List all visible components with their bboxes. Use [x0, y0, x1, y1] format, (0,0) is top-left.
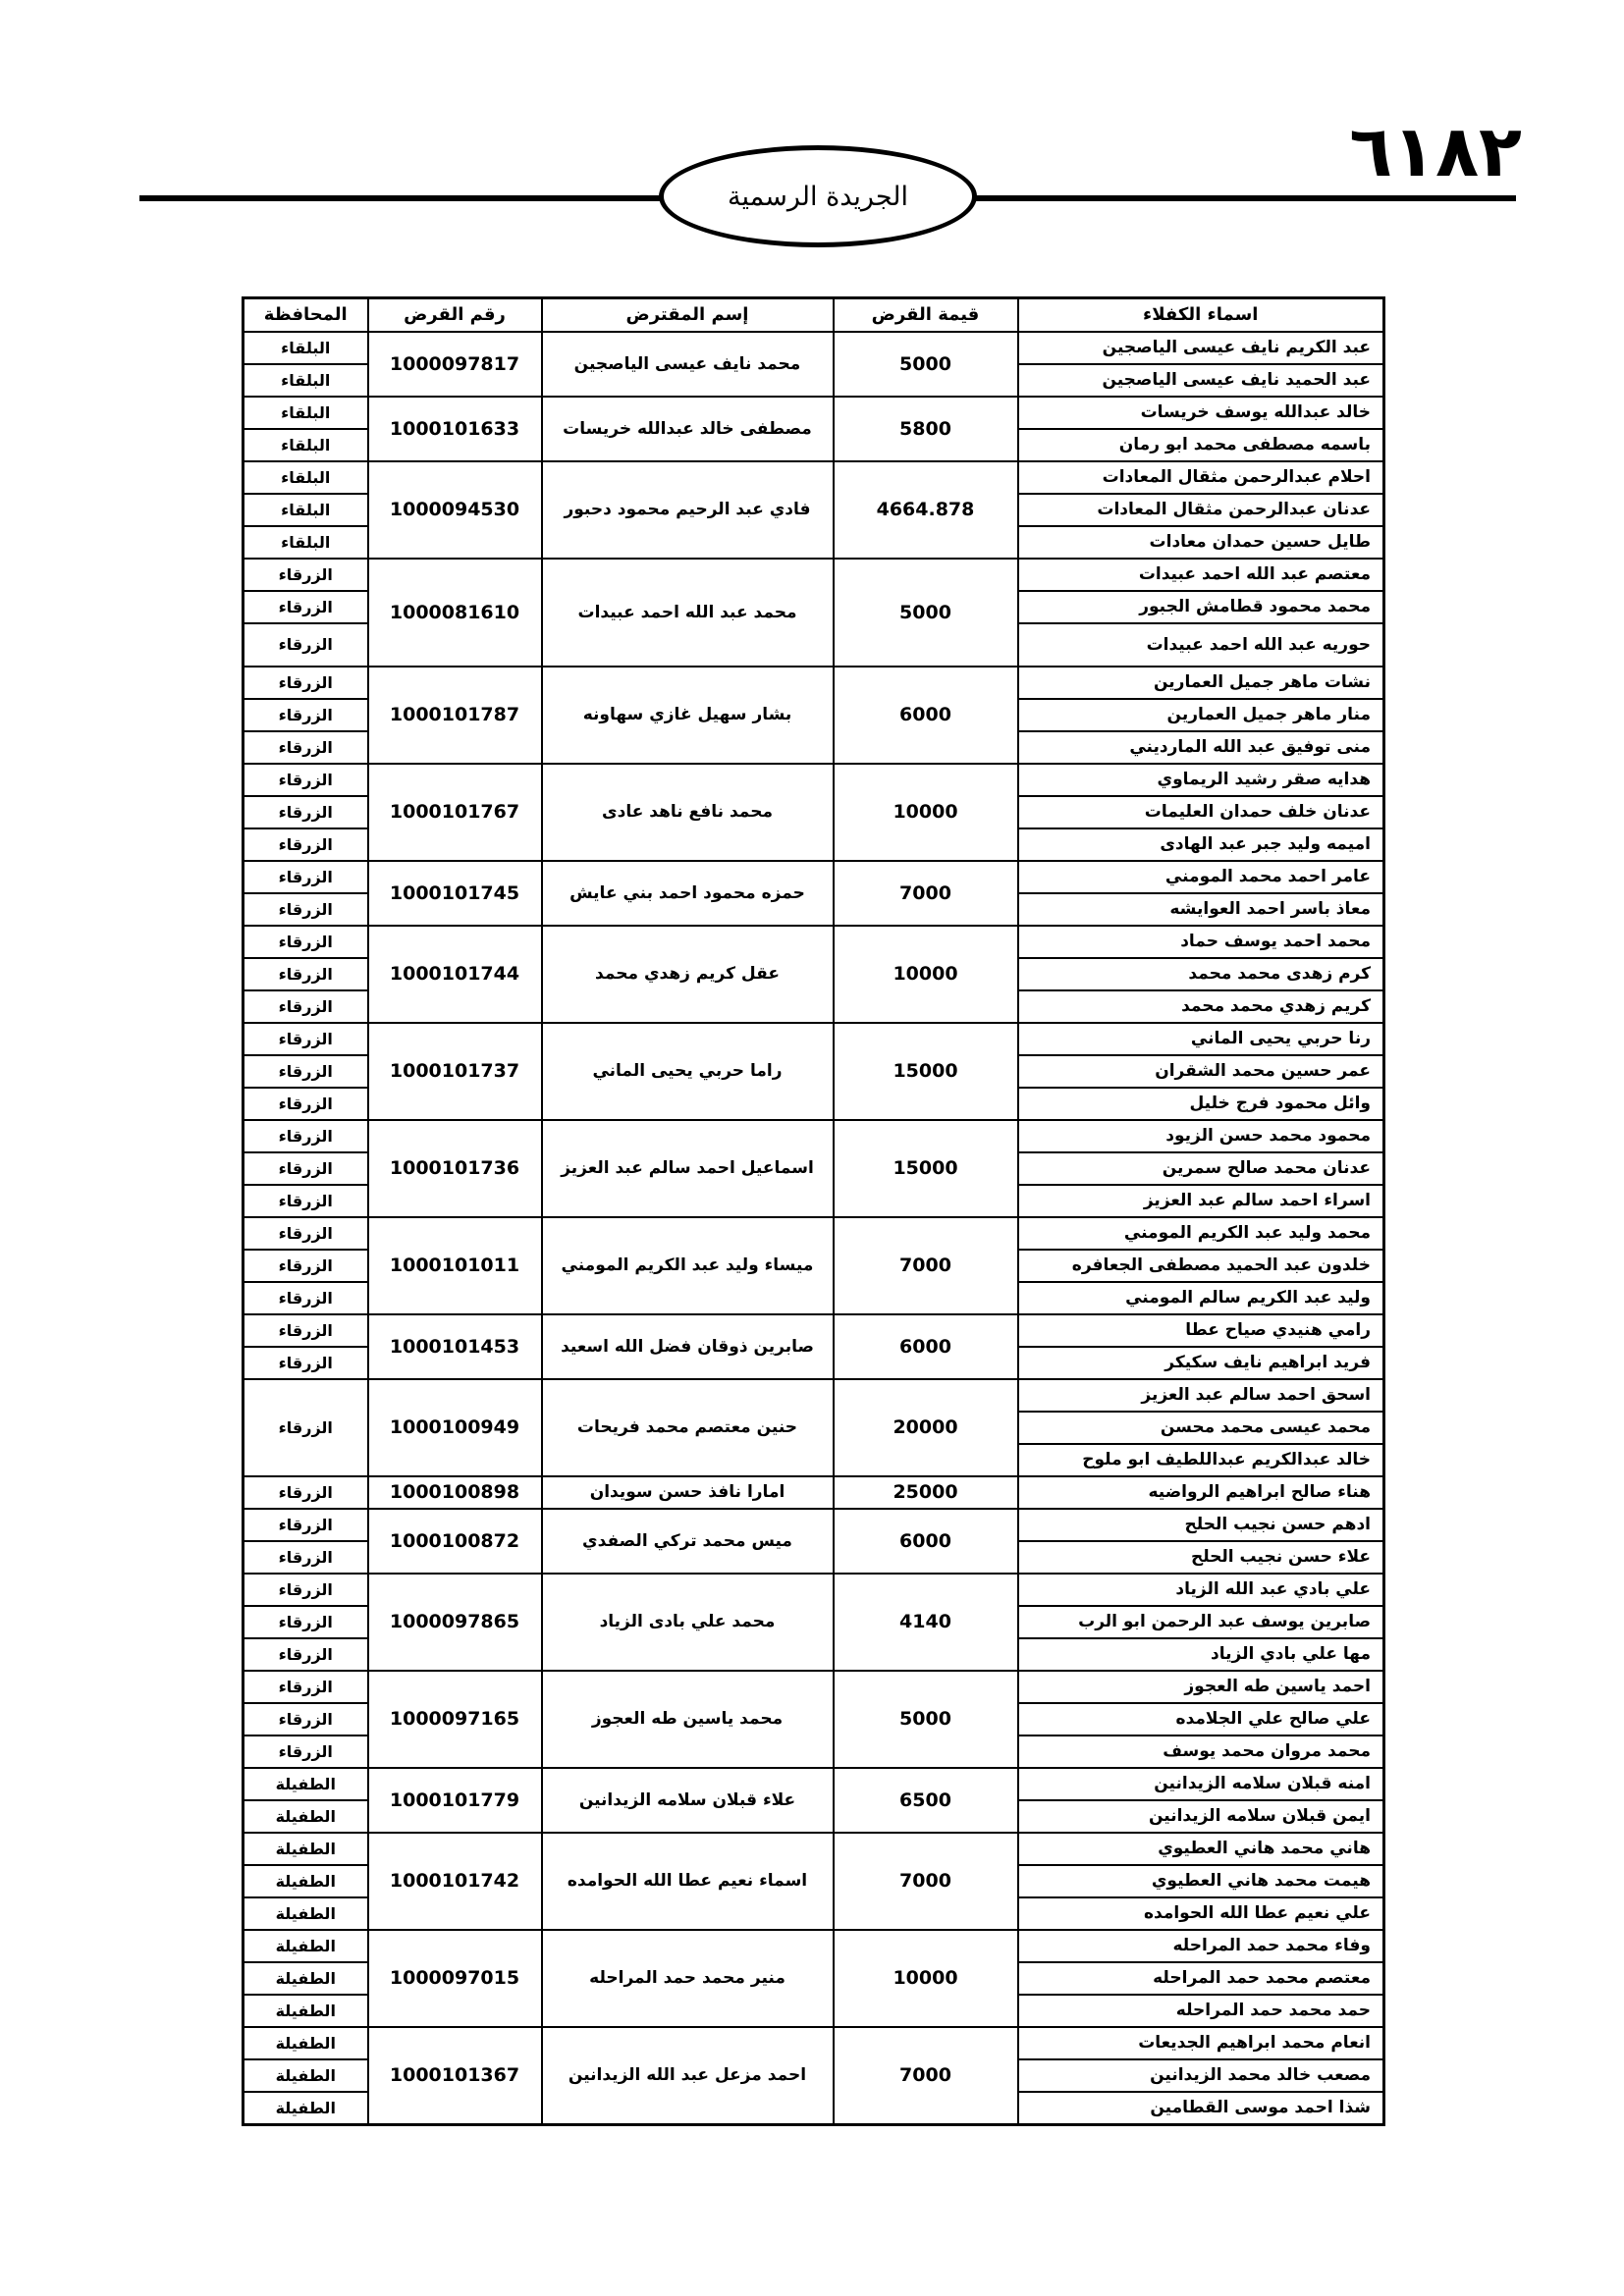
governorate: الزرقاء — [244, 699, 368, 731]
loan-amount: 6000 — [834, 1509, 1018, 1574]
guarantor-name: اسراء احمد سالم عبد العزيز — [1018, 1185, 1384, 1217]
loan-number: 1000081610 — [368, 559, 542, 667]
guarantor-name: شذا احمد موسى القطامين — [1018, 2092, 1384, 2125]
borrower-name: علاء قبلان سلامه الزيدانين — [542, 1768, 834, 1833]
loan-amount: 6000 — [834, 1314, 1018, 1379]
governorate: البلقاء — [244, 429, 368, 461]
table-row — [244, 1217, 1384, 1250]
guarantor-name: طايل حسين حمدان معادات — [1018, 526, 1384, 559]
guarantor-name: معتصم محمد حمد المراحله — [1018, 1962, 1384, 1995]
loan-number: 1000100872 — [368, 1509, 542, 1574]
guarantor-name: عبد الحميد نايف عيسى الياصجين — [1018, 364, 1384, 397]
governorate: الزرقاء — [244, 861, 368, 893]
table-row — [244, 1768, 1384, 1800]
borrower-name: بشار سهيل غازي سهاونه — [542, 667, 834, 764]
guarantor-name: انعام محمد ابراهيم الجديعات — [1018, 2027, 1384, 2059]
loan-amount: 7000 — [834, 1833, 1018, 1930]
loan-amount: 15000 — [834, 1023, 1018, 1120]
loan-amount: 15000 — [834, 1120, 1018, 1217]
table-row — [244, 461, 1384, 494]
guarantor-name: احلام عبدالرحمن مثقال المعادات — [1018, 461, 1384, 494]
borrower-name: ميساء وليد عبد الكريم المومني — [542, 1217, 834, 1314]
guarantor-name: امنه قبلان سلامه الزيدانين — [1018, 1768, 1384, 1800]
guarantor-name: محمد مروان محمد يوسف — [1018, 1735, 1384, 1768]
loan-number: 1000097865 — [368, 1574, 542, 1671]
borrower-name: محمد نايف عيسى الياصجين — [542, 332, 834, 397]
guarantor-name: علي صالح علي الجلامده — [1018, 1703, 1384, 1735]
guarantor-name: هيمت محمد هاني العطيوي — [1018, 1865, 1384, 1897]
loans-table-body — [244, 332, 1384, 2125]
guarantor-name: عدنان عبدالرحمن مثقال المعادات — [1018, 494, 1384, 526]
guarantor-name: علي بادي عبد الله الزياد — [1018, 1574, 1384, 1606]
governorate: الزرقاء — [244, 1574, 368, 1606]
governorate: الزرقاء — [244, 1606, 368, 1638]
governorate: الطفيلة — [244, 1865, 368, 1897]
loan-amount: 5000 — [834, 332, 1018, 397]
loan-number: 1000101011 — [368, 1217, 542, 1314]
governorate: الزرقاء — [244, 1638, 368, 1671]
table-row — [244, 667, 1384, 699]
guarantor-name: محمد احمد يوسف حماد — [1018, 926, 1384, 958]
borrower-name: منير محمد حمد المراحله — [542, 1930, 834, 2027]
governorate: الزرقاء — [244, 1152, 368, 1185]
guarantor-name: عمر حسين محمد الشقران — [1018, 1055, 1384, 1088]
governorate: البلقاء — [244, 526, 368, 559]
guarantor-name: ايمن قبلان سلامه الزيدانين — [1018, 1800, 1384, 1833]
guarantor-name: رامي هنيدي صياح عطا — [1018, 1314, 1384, 1347]
borrower-name: مصطفى خالد عبدالله خريسات — [542, 397, 834, 461]
borrower-name: امارا نافذ حسن سويدان — [542, 1476, 834, 1509]
header-title-oval — [659, 145, 977, 247]
guarantor-name: معتصم عبد الله احمد عبيدات — [1018, 559, 1384, 591]
governorate: الزرقاء — [244, 926, 368, 958]
guarantor-name: احمد ياسين طه العجوز — [1018, 1671, 1384, 1703]
header-loan-number: رقم القرض — [368, 298, 542, 333]
governorate: الزرقاء — [244, 1055, 368, 1088]
governorate: الزرقاء — [244, 1735, 368, 1768]
table-row — [244, 926, 1384, 958]
borrower-name: احمد مزعل عبد الله الزيدانين — [542, 2027, 834, 2125]
guarantor-name: علي نعيم عطا الله الحوامده — [1018, 1897, 1384, 1930]
guarantor-name: منار ماهر جميل العمارين — [1018, 699, 1384, 731]
loan-number: 1000101745 — [368, 861, 542, 926]
guarantor-name: معاذ باسر احمد العوايشه — [1018, 893, 1384, 926]
guarantor-name: كرم زهدى محمد محمد — [1018, 958, 1384, 990]
loan-number: 1000097015 — [368, 1930, 542, 2027]
guarantor-name: نشات ماهر جميل العمارين — [1018, 667, 1384, 699]
governorate: الزرقاء — [244, 958, 368, 990]
table-row — [244, 1379, 1384, 1412]
loan-number: 1000101736 — [368, 1120, 542, 1217]
loan-amount: 5800 — [834, 397, 1018, 461]
guarantor-name: هدايه صقر رشيد الريماوي — [1018, 764, 1384, 796]
guarantor-name: هناء صالح ابراهيم الرواضيه — [1018, 1476, 1384, 1509]
guarantor-name: هاني محمد هاني العطيوي — [1018, 1833, 1384, 1865]
governorate: الطفيلة — [244, 2027, 368, 2059]
table-row — [244, 764, 1384, 796]
guarantor-name: محمود محمد حسن الزيود — [1018, 1120, 1384, 1152]
governorate: الزرقاء — [244, 1379, 368, 1476]
loan-amount: 4140 — [834, 1574, 1018, 1671]
borrower-name: فادي عبد الرحيم محمود دحبور — [542, 461, 834, 559]
borrower-name: حمزه محمود احمد بني عايش — [542, 861, 834, 926]
governorate: الطفيلة — [244, 1995, 368, 2027]
guarantor-name: مها علي بادي الزياد — [1018, 1638, 1384, 1671]
guarantor-name: محمد محمود قطامش الجبور — [1018, 591, 1384, 623]
loan-number: 1000100949 — [368, 1379, 542, 1476]
guarantor-name: صابرين يوسف عبد الرحمن ابو الرب — [1018, 1606, 1384, 1638]
governorate: الزرقاء — [244, 1703, 368, 1735]
borrower-name: محمد ياسين طه العجوز — [542, 1671, 834, 1768]
loan-amount: 5000 — [834, 1671, 1018, 1768]
governorate: الزرقاء — [244, 667, 368, 699]
table-row — [244, 1476, 1384, 1509]
governorate: الطفيلة — [244, 1800, 368, 1833]
loan-amount: 10000 — [834, 1930, 1018, 2027]
guarantor-name: وليد عبد الكريم سالم المومني — [1018, 1282, 1384, 1314]
table-row — [244, 1120, 1384, 1152]
borrower-name: حنين معتصم محمد فريحات — [542, 1379, 834, 1476]
borrower-name: صابرين ذوقان فضل الله اسعيد — [542, 1314, 834, 1379]
table-header-row — [244, 298, 1384, 333]
guarantor-name: عبد الكريم نايف عيسى الياصجين — [1018, 332, 1384, 364]
header-title: الجريدة الرسمية — [728, 181, 908, 212]
table-row — [244, 861, 1384, 893]
borrower-name: عقل كريم زهدي محمد — [542, 926, 834, 1023]
borrower-name: راما حربي يحيى الماني — [542, 1023, 834, 1120]
governorate: الزرقاء — [244, 1217, 368, 1250]
table-row — [244, 1314, 1384, 1347]
loan-number: 1000101633 — [368, 397, 542, 461]
guarantor-name: منى توفيق عبد الله المارديني — [1018, 731, 1384, 764]
loan-amount: 10000 — [834, 926, 1018, 1023]
governorate: الطفيلة — [244, 1930, 368, 1962]
governorate: الزرقاء — [244, 1185, 368, 1217]
guarantor-name: باسمه مصطفى محمد ابو رمان — [1018, 429, 1384, 461]
loan-number: 1000101744 — [368, 926, 542, 1023]
guarantor-name: عدنان خلف حمدان العليمات — [1018, 796, 1384, 828]
table-row — [244, 1509, 1384, 1541]
table-row — [244, 2027, 1384, 2059]
governorate: الزرقاء — [244, 1314, 368, 1347]
governorate: الطفيلة — [244, 2092, 368, 2125]
loan-number: 1000101453 — [368, 1314, 542, 1379]
governorate: الزرقاء — [244, 1509, 368, 1541]
governorate: الزرقاء — [244, 1347, 368, 1379]
loan-amount: 7000 — [834, 861, 1018, 926]
page-number: ٦١٨٢ — [1349, 110, 1522, 192]
table-row — [244, 559, 1384, 591]
loan-amount: 20000 — [834, 1379, 1018, 1476]
header-borrower: إسم المقترض — [542, 298, 834, 333]
governorate: الطفيلة — [244, 1833, 368, 1865]
governorate: الزرقاء — [244, 828, 368, 861]
governorate: الزرقاء — [244, 1120, 368, 1152]
table-row — [244, 1023, 1384, 1055]
governorate: الزرقاء — [244, 990, 368, 1023]
table-row — [244, 1671, 1384, 1703]
loan-amount: 6500 — [834, 1768, 1018, 1833]
guarantor-name: خالد عبدالله يوسف خريسات — [1018, 397, 1384, 429]
governorate: الزرقاء — [244, 623, 368, 667]
guarantor-name: اميمه وليد جبر عبد الهادى — [1018, 828, 1384, 861]
loan-amount: 6000 — [834, 667, 1018, 764]
loan-number: 1000101367 — [368, 2027, 542, 2125]
loan-amount: 7000 — [834, 2027, 1018, 2125]
header-guarantors: اسماء الكفلاء — [1018, 298, 1384, 333]
table-row — [244, 1930, 1384, 1962]
guarantor-name: عدنان محمد صالح سمرين — [1018, 1152, 1384, 1185]
governorate: الزرقاء — [244, 1023, 368, 1055]
loan-amount: 10000 — [834, 764, 1018, 861]
table-row — [244, 1833, 1384, 1865]
governorate: الزرقاء — [244, 796, 368, 828]
borrower-name: محمد عبد الله احمد عبيدات — [542, 559, 834, 667]
governorate: الزرقاء — [244, 731, 368, 764]
header-amount: قيمة القرض — [834, 298, 1018, 333]
governorate: الزرقاء — [244, 1282, 368, 1314]
governorate: البلقاء — [244, 364, 368, 397]
loan-amount: 7000 — [834, 1217, 1018, 1314]
loan-number: 1000101767 — [368, 764, 542, 861]
governorate: البلقاء — [244, 494, 368, 526]
table-row — [244, 397, 1384, 429]
guarantor-name: فريد ابراهيم نايف سكيكر — [1018, 1347, 1384, 1379]
loan-number: 1000101742 — [368, 1833, 542, 1930]
loan-amount: 4664.878 — [834, 461, 1018, 559]
loan-amount: 25000 — [834, 1476, 1018, 1509]
guarantor-name: كريم زهدي محمد محمد — [1018, 990, 1384, 1023]
loan-number: 1000097817 — [368, 332, 542, 397]
governorate: الطفيلة — [244, 1962, 368, 1995]
guarantor-name: وفاء محمد حمد المراحله — [1018, 1930, 1384, 1962]
guarantor-name: خلدون عبد الحميد مصطفى الجعافره — [1018, 1250, 1384, 1282]
borrower-name: اسماء نعيم عطا الله الحوامده — [542, 1833, 834, 1930]
guarantor-name: عامر احمد محمد المومني — [1018, 861, 1384, 893]
table-row — [244, 332, 1384, 364]
guarantor-name: حوريه عبد الله احمد عبيدات — [1018, 623, 1384, 667]
loan-number: 1000101779 — [368, 1768, 542, 1833]
guarantor-name: محمد وليد عبد الكريم المومني — [1018, 1217, 1384, 1250]
guarantor-name: رنا حربي يحيى الماني — [1018, 1023, 1384, 1055]
governorate: الطفيلة — [244, 1897, 368, 1930]
loan-amount: 5000 — [834, 559, 1018, 667]
governorate: الزرقاء — [244, 559, 368, 591]
guarantor-name: مصعب خالد محمد الزيدانين — [1018, 2059, 1384, 2092]
loan-number: 1000101787 — [368, 667, 542, 764]
guarantor-name: حمد محمد حمد المراحله — [1018, 1995, 1384, 2027]
loan-number: 1000100898 — [368, 1476, 542, 1509]
governorate: الزرقاء — [244, 764, 368, 796]
governorate: البلقاء — [244, 332, 368, 364]
guarantor-name: وائل محمود فرج خليل — [1018, 1088, 1384, 1120]
table-row — [244, 1574, 1384, 1606]
governorate: الزرقاء — [244, 1250, 368, 1282]
loans-table — [242, 296, 1385, 2126]
loan-number: 1000094530 — [368, 461, 542, 559]
governorate: الزرقاء — [244, 1671, 368, 1703]
governorate: الزرقاء — [244, 1088, 368, 1120]
borrower-name: اسماعيل احمد سالم عبد العزيز — [542, 1120, 834, 1217]
governorate: الزرقاء — [244, 1541, 368, 1574]
governorate: الطفيلة — [244, 2059, 368, 2092]
governorate: الزرقاء — [244, 591, 368, 623]
guarantor-name: علاء حسن نجيب الحلح — [1018, 1541, 1384, 1574]
borrower-name: محمد علي بادى الزياد — [542, 1574, 834, 1671]
guarantor-name: اسحق احمد سالم عبد العزيز — [1018, 1379, 1384, 1412]
loan-number: 1000101737 — [368, 1023, 542, 1120]
borrower-name: ميس محمد تركي الصفدي — [542, 1509, 834, 1574]
governorate: الطفيلة — [244, 1768, 368, 1800]
governorate: البلقاء — [244, 397, 368, 429]
governorate: الزرقاء — [244, 1476, 368, 1509]
governorate: البلقاء — [244, 461, 368, 494]
governorate: الزرقاء — [244, 893, 368, 926]
header-governorate: المحافظة — [244, 298, 368, 333]
loan-number: 1000097165 — [368, 1671, 542, 1768]
borrower-name: محمد نافع ناهد عادى — [542, 764, 834, 861]
guarantor-name: محمد عيسى محمد محسن — [1018, 1412, 1384, 1444]
guarantor-name: ادهم حسن نجيب الحلح — [1018, 1509, 1384, 1541]
guarantor-name: خالد عبدالكريم عبداللطيف ابو ملوح — [1018, 1444, 1384, 1476]
